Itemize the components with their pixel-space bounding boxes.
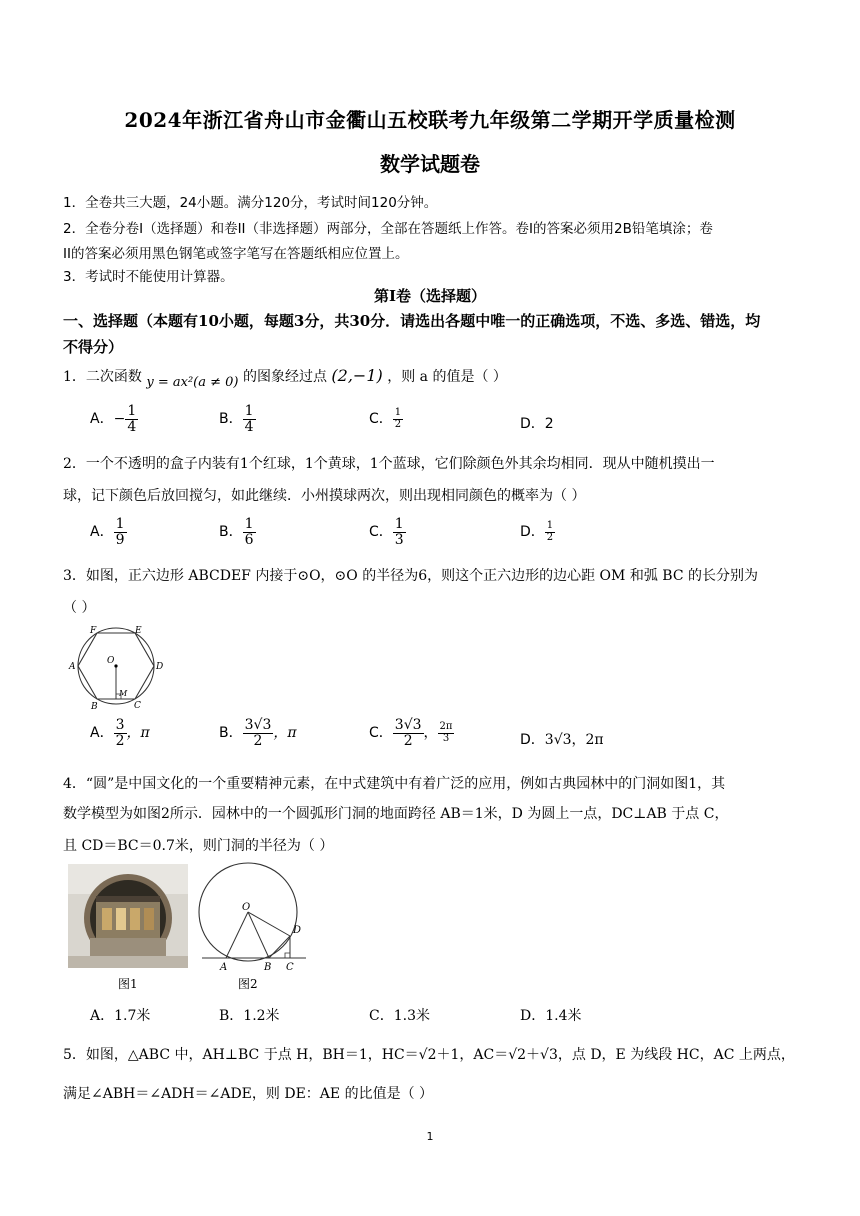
q3-option-b-label: B． bbox=[219, 725, 243, 742]
label-d: D bbox=[293, 925, 302, 936]
label-o: O bbox=[107, 656, 115, 666]
q3-option-c-den: 2 bbox=[403, 732, 413, 749]
q2-option-b-num: 1 bbox=[244, 516, 254, 532]
q2-option-d[interactable] bbox=[520, 521, 555, 543]
q1-text-mid: 的图象经过点 bbox=[242, 369, 327, 385]
q3-option-c-den2: 3 bbox=[442, 732, 450, 744]
q3-option-a-num: 3 bbox=[115, 717, 125, 733]
q2-option-c-den: 3 bbox=[394, 531, 404, 548]
section-heading-cont: 不得分） bbox=[63, 338, 124, 356]
note-3: 3．考试时不能使用计算器。 bbox=[63, 269, 234, 285]
note-1: 1．全卷共三大题，24小题。满分120分，考试时间120分钟。 bbox=[63, 195, 438, 211]
note-2-cont: II的答案必须用黑色钢笔或签字笔写在答题纸相应位置上。 bbox=[63, 246, 409, 262]
q3-option-c-mid: ， bbox=[423, 725, 438, 742]
question-5-line-1: 5．如图，△ABC 中，AH⊥BC 于点 H，BH＝1，HC＝√2＋1，AC＝√2＋√3，点 D，E 为线段 HC，AC 上两点， bbox=[63, 1047, 795, 1063]
q2-option-b-label: B． bbox=[219, 524, 243, 541]
q1-option-b-num: 1 bbox=[244, 403, 254, 419]
q1-option-a[interactable] bbox=[90, 404, 138, 434]
q3-option-d-label: D． bbox=[520, 732, 545, 748]
q1-option-c[interactable] bbox=[369, 408, 403, 430]
q3-option-d-text: 3√3，2π bbox=[544, 732, 604, 748]
question-5-line-2: 满足∠ABH＝∠ADH＝∠ADE，则 DE：AE 的比值是（ ） bbox=[63, 1086, 434, 1102]
q2-option-a-num: 1 bbox=[115, 516, 125, 532]
q2-option-a[interactable] bbox=[90, 517, 127, 547]
q2-option-a-den: 9 bbox=[115, 531, 125, 548]
q3-option-c[interactable] bbox=[369, 718, 454, 748]
label-o: O bbox=[242, 902, 251, 913]
page-title: 2024年浙江省舟山市金衢山五校联考九年级第二学期开学质量检测 bbox=[124, 108, 736, 132]
label-c: C bbox=[286, 962, 294, 973]
q3-option-b-num: 3√3 bbox=[244, 717, 272, 733]
q1-formula: y = ax²(a ≠ 0) bbox=[146, 375, 239, 390]
q1-option-b-den: 4 bbox=[244, 418, 254, 435]
q1-text-pre: 1．二次函数 bbox=[63, 369, 142, 385]
q4-option-a[interactable]: A．1.7米 bbox=[90, 1008, 151, 1024]
question-3-line-2: （ ） bbox=[63, 600, 96, 616]
label-d: D bbox=[156, 662, 164, 672]
question-2-line-1: 2．一个不透明的盒子内装有1个红球，1个黄球，1个蓝球，它们除颜色外其余均相同．现从中随机摸出一 bbox=[63, 456, 715, 472]
hexagon-circle-figure bbox=[64, 622, 168, 714]
section-heading: 一、选择题（本题有10小题，每题3分，共30分．请选出各题中唯一的正确选项，不选、多选、错选，均 bbox=[63, 312, 761, 330]
question-1 bbox=[63, 366, 507, 390]
q3-option-a[interactable] bbox=[90, 718, 150, 748]
moon-gate-geometry-figure bbox=[196, 858, 310, 974]
q1-option-a-num: 1 bbox=[127, 403, 137, 419]
q1-option-d-label: D． bbox=[520, 416, 545, 432]
label-c: C bbox=[134, 701, 141, 711]
q3-option-b-tail: ，π bbox=[273, 725, 297, 742]
q3-option-a-label: A． bbox=[90, 725, 114, 742]
q1-option-b-label: B． bbox=[219, 411, 243, 428]
q1-option-c-label: C． bbox=[369, 411, 393, 427]
q2-option-b[interactable] bbox=[219, 517, 256, 547]
label-a: A bbox=[69, 662, 76, 672]
label-b: B bbox=[91, 702, 98, 712]
figure-1-caption: 图1 bbox=[118, 977, 138, 991]
question-4-line-1: 4．“圆”是中国文化的一个重要精神元素，在中式建筑中有着广泛的应用，例如古典园林中的门洞如图1，其 bbox=[63, 776, 726, 792]
q1-option-d[interactable] bbox=[520, 413, 554, 433]
q4-option-c[interactable]: C．1.3米 bbox=[369, 1008, 430, 1024]
moon-gate-photo bbox=[68, 864, 188, 968]
q1-option-a-label: A． bbox=[90, 411, 114, 428]
q2-option-c[interactable] bbox=[369, 517, 406, 547]
question-4-line-3: 且 CD＝BC＝0.7米，则门洞的半径为（ ） bbox=[63, 838, 334, 854]
label-e: E bbox=[135, 626, 142, 636]
q1-option-c-num: 1 bbox=[394, 407, 402, 418]
page-subtitle: 数学试题卷 bbox=[380, 152, 480, 176]
note-2: 2．全卷分卷I（选择题）和卷II（非选择题）两部分，全部在答题纸上作答。卷I的答案必须用2B铅笔填涂；卷 bbox=[63, 221, 713, 237]
question-4-line-2: 数学模型为如图2所示．园林中的一个圆弧形门洞的地面跨径 AB＝1米，D 为圆上一点，DC⊥AB 于点 C， bbox=[63, 806, 729, 822]
q4-option-b[interactable]: B．1.2米 bbox=[219, 1008, 280, 1024]
question-3-line-1: 3．如图，正六边形 ABCDEF 内接于⊙O，⊙O 的半径为6，则这个正六边形的边心距 OM 和弧 BC 的长分别为 bbox=[63, 568, 758, 584]
q2-option-c-num: 1 bbox=[394, 516, 404, 532]
question-2-line-2: 球，记下颜色后放回搅匀，如此继续．小州摸球两次，则出现相同颜色的概率为（ ） bbox=[63, 488, 586, 504]
q2-option-a-label: A． bbox=[90, 524, 114, 541]
q1-option-d-text: 2 bbox=[544, 416, 554, 432]
q3-option-c-num: 3√3 bbox=[394, 717, 422, 733]
label-a: A bbox=[220, 962, 228, 973]
q3-option-c-num2: 2π bbox=[439, 721, 453, 733]
page-number: 1 bbox=[426, 1130, 434, 1143]
q3-option-c-label: C． bbox=[369, 725, 393, 742]
q3-option-b[interactable] bbox=[219, 718, 297, 748]
label-m: M bbox=[119, 689, 128, 698]
q1-point: (2,−1) bbox=[331, 366, 383, 385]
q1-option-a-sign: − bbox=[113, 411, 126, 428]
q2-option-d-den: 2 bbox=[546, 531, 554, 543]
q4-option-d[interactable]: D．1.4米 bbox=[520, 1008, 582, 1024]
q2-option-d-num: 1 bbox=[546, 520, 554, 531]
q1-option-b[interactable] bbox=[219, 404, 256, 434]
q3-option-d[interactable] bbox=[520, 729, 604, 749]
label-b: B bbox=[264, 962, 272, 973]
label-f: F bbox=[90, 626, 97, 636]
q1-option-c-den: 2 bbox=[394, 418, 402, 430]
q3-option-a-tail: ，π bbox=[126, 725, 150, 742]
q3-option-a-den: 2 bbox=[115, 732, 125, 749]
q3-option-b-den: 2 bbox=[253, 732, 263, 749]
q2-option-c-label: C． bbox=[369, 524, 393, 541]
q2-option-d-label: D． bbox=[520, 524, 545, 540]
q1-option-a-den: 4 bbox=[127, 418, 137, 435]
q2-option-b-den: 6 bbox=[244, 531, 254, 548]
part-title: 第I卷（选择题） bbox=[373, 287, 487, 305]
q1-text-post: ，则 a 的值是（ ） bbox=[387, 369, 507, 385]
figure-2-caption: 图2 bbox=[238, 977, 258, 991]
